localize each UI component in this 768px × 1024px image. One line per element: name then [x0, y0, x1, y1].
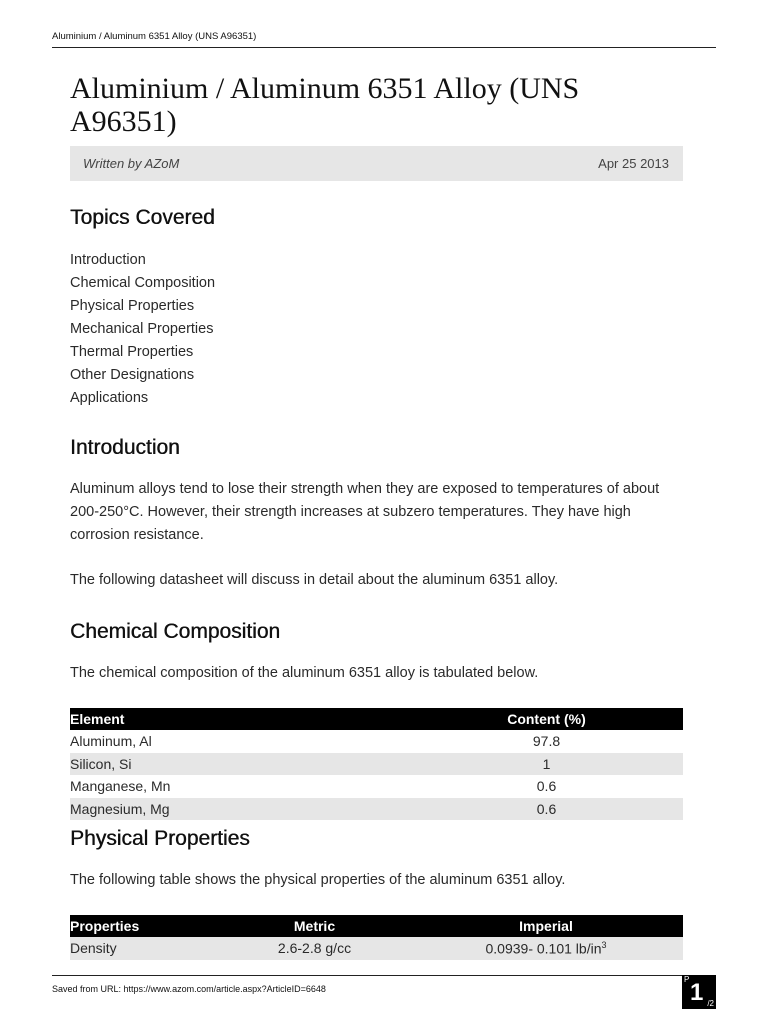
page-prefix: P — [684, 975, 690, 984]
table-header-row — [70, 708, 683, 730]
property-cell: Density — [70, 937, 220, 960]
page-total: /2 — [707, 999, 714, 1008]
imperial-cell — [409, 937, 683, 960]
content-cell: 0.6 — [536, 778, 557, 795]
author-label: Written by AZoM — [83, 156, 180, 171]
element-cell: Magnesium, Mg — [70, 798, 410, 821]
column-header-metric: Metric — [220, 915, 409, 937]
table-row — [70, 798, 683, 821]
introduction-paragraph-2: The following datasheet will discuss in detail about the aluminum 6351 alloy. — [70, 572, 559, 588]
physical-properties-heading: Physical Properties — [70, 827, 250, 850]
chemical-composition-intro: The chemical composition of the aluminum 6351 alloy is tabulated below. — [70, 665, 539, 681]
column-header-element: Element — [70, 708, 410, 730]
topic-link-other-designations[interactable]: Other Designations — [70, 367, 195, 383]
introduction-heading: Introduction — [70, 436, 180, 459]
running-header-title: Aluminium / Aluminum 6351 Alloy (UNS A96351) — [52, 31, 257, 42]
topics-heading: Topics Covered — [70, 206, 215, 229]
publish-date: Apr 25 2013 — [598, 156, 669, 171]
imperial-value: 0.0939- 0.101 lb/in — [485, 940, 602, 957]
element-cell: Manganese, Mn — [70, 778, 171, 795]
table-row — [70, 730, 683, 753]
physical-properties-table — [70, 915, 683, 960]
topic-link-mechanical-properties[interactable]: Mechanical Properties — [70, 321, 214, 337]
column-header-content: Content (%) — [410, 708, 683, 730]
header-divider — [52, 47, 716, 48]
table-header-row — [70, 915, 683, 937]
saved-from-label: Saved from URL: — [52, 984, 122, 994]
metric-cell: 2.6-2.8 g/cc — [220, 937, 409, 960]
content-cell: 0.6 — [410, 798, 683, 821]
footer-divider — [52, 975, 688, 976]
content-cell: 1 — [410, 753, 683, 776]
topic-link-physical-properties[interactable]: Physical Properties — [70, 298, 195, 314]
column-header-properties: Properties — [70, 915, 220, 937]
page-title: Aluminium / Aluminum 6351 Alloy (UNS A96351) — [70, 72, 580, 138]
source-url-link[interactable]: https://www.azom.com/article.aspx?ArticleID=6648 — [123, 984, 326, 994]
page-number-badge — [682, 975, 716, 1009]
chemical-composition-table — [70, 708, 683, 820]
physical-properties-intro: The following table shows the physical properties of the aluminum 6351 alloy. — [70, 872, 566, 888]
page-number: 1 — [690, 979, 704, 1006]
column-header-imperial: Imperial — [409, 915, 683, 937]
content-cell: 97.8 — [532, 733, 561, 750]
element-cell: Aluminum, Al — [70, 733, 152, 750]
footer-source — [52, 984, 326, 994]
topic-link-chemical-composition[interactable]: Chemical Composition — [70, 275, 216, 291]
topic-link-thermal-properties[interactable]: Thermal Properties — [70, 344, 194, 360]
topic-link-introduction[interactable]: Introduction — [70, 252, 146, 268]
introduction-paragraph: Aluminum alloys tend to lose their strength when they are exposed to temperatures of about 200-250°C. However, their strength increases at subzero temperatures. They have high corrosion resistance. — [70, 481, 660, 543]
imperial-exponent: 3 — [601, 939, 607, 950]
byline-bar — [70, 146, 683, 181]
table-row — [70, 937, 683, 960]
chemical-composition-heading: Chemical Composition — [70, 620, 281, 643]
table-row — [70, 753, 683, 776]
element-cell: Silicon, Si — [70, 753, 410, 776]
topics-list — [70, 249, 215, 410]
table-row — [70, 775, 683, 798]
topic-link-applications[interactable]: Applications — [70, 390, 149, 406]
